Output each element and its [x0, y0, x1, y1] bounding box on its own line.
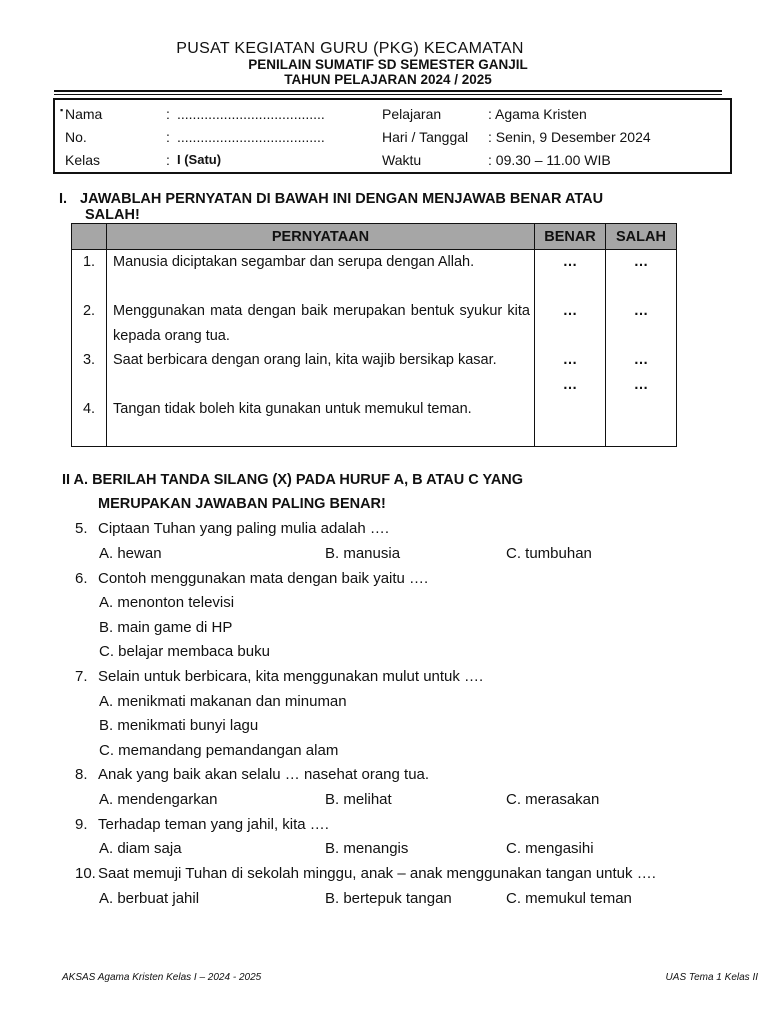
question-number: 5.	[75, 520, 88, 537]
statement-text: Saat berbicara dengan orang lain, kita wajib bersikap kasar.	[113, 352, 497, 368]
question-number: 10.	[75, 865, 96, 882]
time-value: : 09.30 – 11.00 WIB	[488, 152, 611, 168]
date-value: : Senin, 9 Desember 2024	[488, 129, 651, 145]
salah-answer-blank[interactable]: …	[633, 352, 649, 368]
option-a[interactable]: A. menonton televisi	[99, 594, 235, 611]
section1-number: I.	[59, 191, 68, 207]
statement-number: 3.	[82, 352, 96, 368]
benar-column	[535, 250, 606, 447]
statement-text: Manusia diciptakan segambar dan serupa dengan Allah.	[113, 254, 475, 270]
header-benar: BENAR	[535, 224, 606, 250]
option-a[interactable]: A. mendengarkan	[99, 791, 218, 808]
subject-value: : Agama Kristen	[488, 106, 587, 122]
name-colon: :	[166, 106, 170, 122]
statement-text: Tangan tidak boleh kita gunakan untuk memukul teman.	[113, 401, 472, 417]
option-a[interactable]: A. menikmati makanan dan minuman	[99, 693, 347, 710]
question-number: 8.	[75, 766, 88, 783]
number-colon: :	[166, 129, 170, 145]
question-text: Saat memuji Tuhan di sekolah minggu, anak – anak menggunakan tangan untuk ….	[98, 865, 656, 882]
salah-answer-blank[interactable]: …	[633, 303, 649, 319]
option-b[interactable]: B. main game di HP	[99, 619, 233, 636]
header-year: TAHUN PELAJARAN 2024 / 2025	[284, 72, 492, 87]
question-text: Contoh menggunakan mata dengan baik yaitu ….	[98, 570, 429, 587]
benar-answer-blank[interactable]: …	[562, 352, 578, 368]
option-c[interactable]: C. mengasihi	[506, 840, 594, 857]
table-body-row	[72, 250, 677, 447]
salah-answer-blank[interactable]: …	[633, 254, 649, 270]
header-subtitle: PENILAIN SUMATIF SD SEMESTER GANJIL	[248, 57, 528, 72]
statement-number: 2.	[82, 303, 96, 319]
numbers-column	[72, 250, 107, 447]
option-c[interactable]: C. memukul teman	[506, 890, 632, 907]
option-c[interactable]: C. tumbuhan	[506, 545, 592, 562]
salah-column	[606, 250, 677, 447]
header-rule-thin	[54, 94, 722, 95]
name-field[interactable]: ......................................	[177, 106, 325, 122]
bullet-mark: ▪	[60, 105, 64, 115]
question-text: Anak yang baik akan selalu … nasehat orang tua.	[98, 766, 430, 783]
benar-answer-blank[interactable]: …	[562, 377, 578, 393]
time-label: Waktu	[382, 152, 422, 168]
statement-text: Menggunakan mata dengan baik merupakan bentuk syukur kita kepada orang tua.	[113, 303, 530, 344]
question-text: Ciptaan Tuhan yang paling mulia adalah ….	[98, 520, 390, 537]
question-number: 7.	[75, 668, 88, 685]
header-number-cell	[72, 224, 107, 250]
benar-answer-blank[interactable]: …	[562, 303, 578, 319]
header-title: PUSAT KEGIATAN GURU (PKG) KECAMATAN	[176, 40, 524, 57]
question-text: Selain untuk berbicara, kita menggunakan mulut untuk ….	[98, 668, 484, 685]
salah-answer-blank[interactable]: …	[633, 377, 649, 393]
statement-number: 1.	[82, 254, 96, 270]
statements-table	[71, 223, 677, 447]
option-c[interactable]: C. memandang pemandangan alam	[99, 742, 339, 759]
number-label: No.	[65, 129, 87, 145]
date-label: Hari / Tanggal	[382, 129, 469, 145]
footer-left: AKSAS Agama Kristen Kelas I – 2024 - 2025	[62, 972, 262, 983]
option-c[interactable]: C. belajar membaca buku	[99, 643, 270, 660]
question-number: 9.	[75, 816, 88, 833]
section2-title-line1: II A. BERILAH TANDA SILANG (X) PADA HURUF A, B ATAU C YANG	[62, 472, 524, 488]
table-header-row	[72, 224, 677, 250]
subject-label: Pelajaran	[382, 106, 442, 122]
option-b[interactable]: B. manusia	[325, 545, 401, 562]
header-rule-thick	[54, 90, 722, 92]
option-b[interactable]: B. menangis	[325, 840, 409, 857]
option-c[interactable]: C. merasakan	[506, 791, 600, 808]
option-a[interactable]: A. berbuat jahil	[99, 890, 200, 907]
question-text: Terhadap teman yang jahil, kita ….	[98, 816, 329, 833]
statements-column	[107, 250, 535, 447]
section1-title-line1: JAWABLAH PERNYATAN DI BAWAH INI DENGAN MENJAWAB BENAR ATAU	[80, 191, 604, 207]
option-a[interactable]: A. diam saja	[99, 840, 182, 857]
header-statement: PERNYATAAN	[107, 224, 535, 250]
section1-title-line2: SALAH!	[85, 207, 140, 223]
option-a[interactable]: A. hewan	[99, 545, 162, 562]
header-salah: SALAH	[606, 224, 677, 250]
number-field[interactable]: ......................................	[177, 129, 325, 145]
option-b[interactable]: B. melihat	[325, 791, 392, 808]
class-value: I (Satu)	[177, 152, 222, 167]
class-label: Kelas	[65, 152, 101, 168]
option-b[interactable]: B. menikmati bunyi lagu	[99, 717, 259, 734]
footer-right: UAS Tema 1 Kelas II	[665, 972, 758, 983]
option-b[interactable]: B. bertepuk tangan	[325, 890, 452, 907]
question-number: 6.	[75, 570, 88, 587]
section2-title-line2: MERUPAKAN JAWABAN PALING BENAR!	[98, 496, 386, 512]
benar-answer-blank[interactable]: …	[562, 254, 578, 270]
class-colon: :	[166, 152, 170, 168]
name-label: Nama	[65, 106, 103, 122]
statement-number: 4.	[82, 401, 96, 417]
